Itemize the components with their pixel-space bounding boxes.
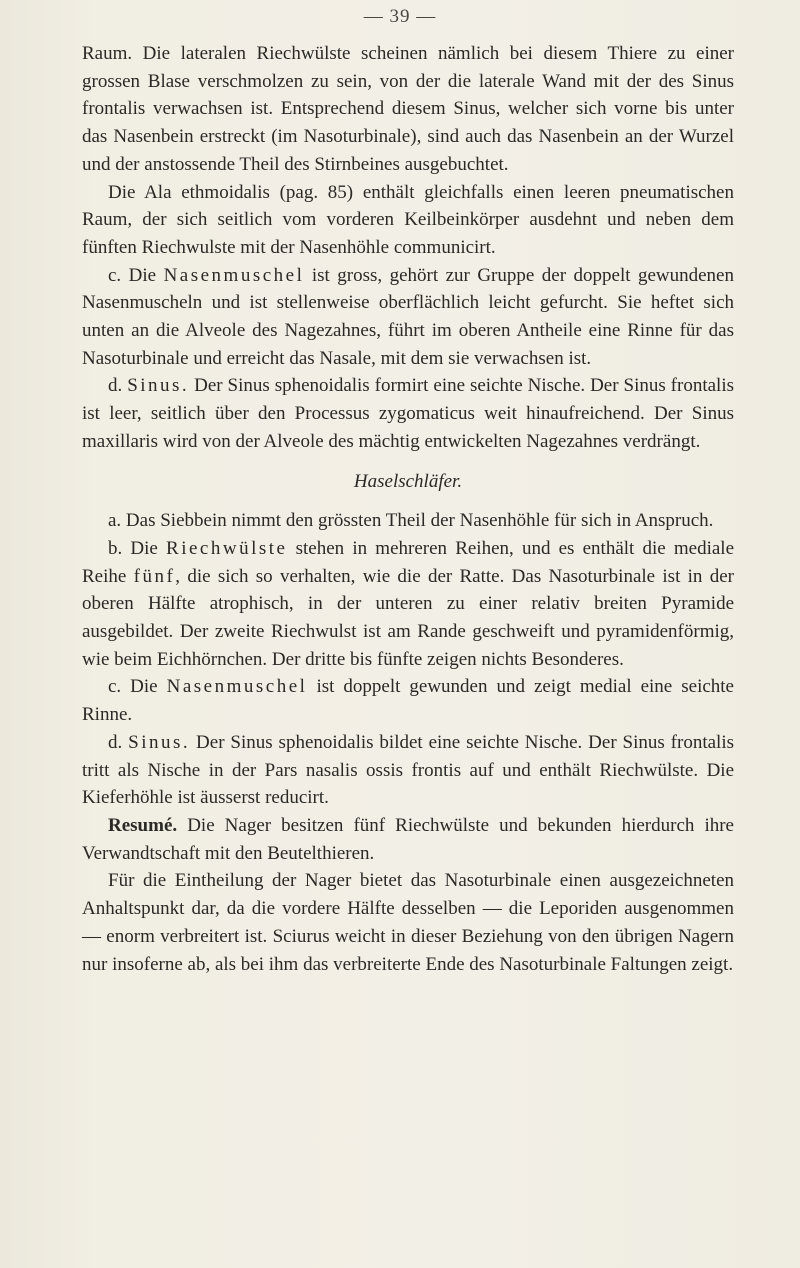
paragraph-prefix: c. Die xyxy=(108,264,164,286)
paragraph-prefix: d. xyxy=(108,731,129,753)
paragraph-resume xyxy=(82,812,734,867)
paragraph-eintheilung: Für die Eintheilung der Nager bietet das Nasoturbinale einen ausgezeichneten Anhaltspunkt dar, da die vordere Hälfte desselben — die Leporiden ausgenommen — enorm verbreitert ist. Sciurus weicht in dieser Beziehung von den übrigen Nagern nur insoferne ab, als bei ihm das verbreiterte Ende des Nasoturbinale Faltungen zeigt. xyxy=(82,870,734,975)
paragraph-body: ist gross, gehört zur Gruppe der doppelt gewundenen Nasenmuscheln und ist stellenweise oberflächlich leicht gefurcht. Sie heftet sich unten an die Alveole des Nagezahnes, führt im oberen Antheile eine Rinne für das Nasoturbinale und erreicht das Nasale, mit dem sie verwachsen ist. xyxy=(82,264,734,369)
term-resume: Resumé. xyxy=(108,814,178,836)
paragraph-siebbein: a. Das Siebbein nimmt den grössten Theil der Nasenhöhle für sich in Anspruch. xyxy=(108,510,714,532)
paragraph-riechwuelste xyxy=(82,535,734,674)
paragraph-prefix: c. Die xyxy=(108,676,167,698)
paragraph-nasenmuschel xyxy=(82,262,734,373)
paragraph-nasenmuschel-2 xyxy=(82,673,734,728)
paragraph-body: ist doppelt gewunden und zeigt medial eine seichte Rinne. xyxy=(82,676,734,726)
paragraph-body: Die Nager besitzen fünf Riechwülste und bekunden hierdurch ihre Verwandtschaft mit den Beutelthieren. xyxy=(82,814,734,864)
term-nasenmuschel: Nasenmuschel xyxy=(163,264,305,286)
section-heading: Haselschläfer. xyxy=(353,470,463,492)
term-nasenmuschel: Nasenmuschel xyxy=(166,676,308,698)
term-sinus: Sinus. xyxy=(128,731,191,753)
paragraph-prefix: b. Die xyxy=(108,537,167,559)
paragraph-body: , die sich so verhalten, wie die der Ratte. Das Nasoturbinale ist in der oberen Hälfte atrophisch, in der unteren zu einer relativ breiten Pyramide ausgebildet. Der zweite Riechwulst ist am Rande geschweift und pyramidenförmig, wie beim Eichhörnchen. Der dritte bis fünfte zeigen nichts Besonderes. xyxy=(82,565,734,670)
term-sinus: Sinus. xyxy=(127,375,190,397)
paragraph-prefix: d. xyxy=(108,375,128,397)
term-fuenf: fünf xyxy=(133,565,176,587)
paragraph-ala-ethmoidalis: Die Ala ethmoidalis (pag. 85) enthält gleichfalls einen leeren pneumatischen Raum, der sich seitlich vom vorderen Keilbeinkörper ausdehnt und neben dem fünften Riechwulste mit der Nasenhöhle communicirt. xyxy=(82,181,734,258)
paragraph-body: Der Sinus sphenoidalis bildet eine seichte Nische. Der Sinus frontalis tritt als Nische in der Pars nasalis ossis frontis auf und enthält Riechwülste. Die Kieferhöhle ist äusserst reducirt. xyxy=(82,731,735,809)
paragraph-raum: Raum. Die lateralen Riechwülste scheinen nämlich bei diesem Thiere zu einer grossen Blase verschmolzen zu sein, von der die laterale Wand mit der des Sinus frontalis verwachsen ist. Entsprechend diesem Sinus, welcher sich vorne bis unter das Nasenbein erstreckt (im Nasoturbinale), sind auch das Nasenbein an der Wurzel und der anstossende Theil des Stirnbeines ausgebuchtet. xyxy=(82,43,734,175)
paragraph-sinus-2 xyxy=(82,729,734,812)
term-riechwuelste: Riechwülste xyxy=(166,537,288,559)
paragraph-sinus xyxy=(82,372,734,455)
paragraph-mid: stehen in mehreren Reihen, und es enthält die mediale Reihe xyxy=(82,537,734,587)
page-number: — 39 — xyxy=(363,6,437,27)
body-text xyxy=(82,40,734,978)
paragraph-body: Der Sinus sphenoidalis formirt eine seichte Nische. Der Sinus frontalis ist leer, seitlich über den Processus zygomaticus weit hinaufreichend. Der Sinus maxillaris wird von der Alveole des mächtig entwickelten Nagezahnes verdrängt. xyxy=(82,375,734,452)
